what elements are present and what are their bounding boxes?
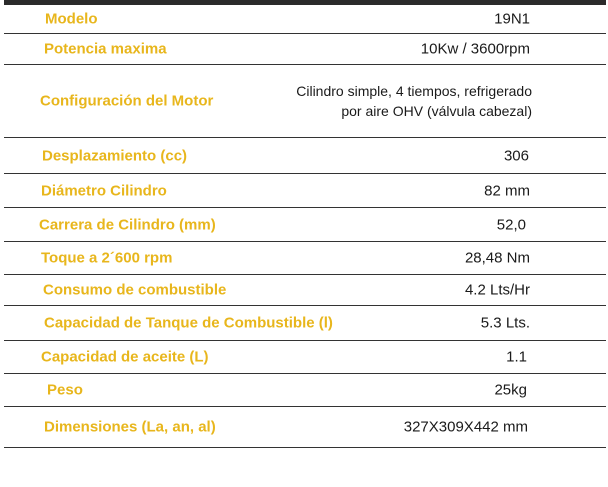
- spec-label: Toque a 2´600 rpm: [41, 249, 173, 267]
- spec-value: Cilindro simple, 4 tiempos, refrigerado por aire OHV (válvula cabezal): [296, 83, 532, 119]
- spec-value: 1.1: [506, 348, 527, 366]
- spec-row-peso: [4, 373, 606, 406]
- spec-row-desplazamiento: [4, 137, 606, 173]
- spec-label: Diámetro Cilindro: [41, 182, 167, 199]
- spec-row-modelo: [4, 5, 606, 33]
- spec-label: Potencia maxima: [44, 40, 167, 58]
- spec-label: Capacidad de aceite (L): [41, 348, 209, 366]
- spec-value: 5.3 Lts.: [480, 314, 530, 332]
- spec-label: Capacidad de Tanque de Combustible (l): [44, 314, 333, 332]
- spec-value: 25kg: [494, 381, 527, 399]
- spec-label: Dimensiones (La, an, al): [44, 418, 216, 436]
- spec-label: Desplazamiento (cc): [42, 147, 188, 164]
- spec-row-dimensiones: [4, 406, 606, 447]
- spec-value: 10Kw / 3600rpm: [420, 40, 530, 58]
- spec-label: Peso: [47, 381, 83, 399]
- spec-row-tanque: [4, 305, 606, 340]
- spec-value: 52,0: [496, 216, 526, 233]
- spec-row-consumo: [4, 274, 606, 305]
- spec-value: 4.2 Lts/Hr: [464, 281, 530, 299]
- spec-row-aceite: [4, 340, 606, 373]
- spec-table: [4, 0, 606, 448]
- spec-value: 28,48 Nm: [464, 249, 530, 267]
- spec-value: 327X309X442 mm: [403, 418, 528, 436]
- spec-row-diametro: [4, 173, 606, 207]
- spec-label: Configuración del Motor: [40, 92, 214, 110]
- spec-label: Consumo de combustible: [43, 281, 227, 299]
- spec-label: Carrera de Cilindro (mm): [39, 216, 216, 233]
- spec-rows: [4, 5, 606, 448]
- spec-row-configuracion: [4, 64, 606, 137]
- spec-value: 306: [503, 147, 529, 164]
- spec-row-carrera: [4, 207, 606, 241]
- spec-label: Modelo: [45, 10, 98, 28]
- spec-row-potencia: [4, 33, 606, 64]
- spec-value: 19N1: [494, 10, 530, 28]
- spec-value: 82 mm: [484, 182, 530, 199]
- spec-row-toque: [4, 241, 606, 274]
